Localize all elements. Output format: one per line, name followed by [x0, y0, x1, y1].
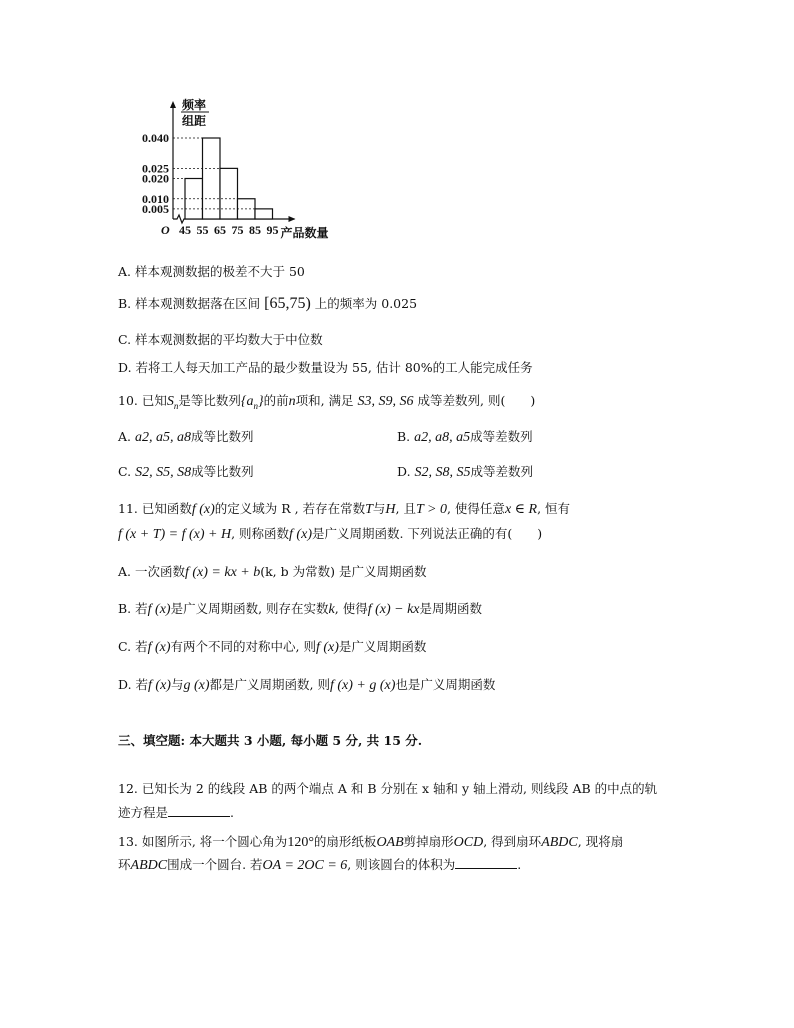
q11-l1-Tgt: T > 0: [416, 502, 447, 517]
y-tick-label-2: 0.020: [142, 171, 169, 186]
q13-l1-a: 13. 如图所示, 将一个圆心角为: [118, 834, 288, 849]
q11-l2-eq: f (x + T) = f (x) + H: [118, 527, 232, 542]
q11-b-a: B. 若: [118, 601, 148, 616]
q10-stem-mid: 是等比数列: [178, 393, 241, 408]
q9-option-b: [118, 296, 417, 312]
q10-option-b-text: 成等差数列: [470, 429, 533, 444]
q11-c-b: 有两个不同的对称中心, 则: [170, 639, 316, 654]
q12-line1: 12. 已知长为 2 的线段 AB 的两个端点 A 和 B 分别在 x 轴和 y 轴上滑动, 则线段 AB 的中点的轨: [118, 781, 658, 796]
q10-option-d: [397, 464, 533, 481]
q9-option-b-pre: B. 样本观测数据落在区间: [118, 296, 261, 311]
q11-b-b: 是广义周期函数, 则存在实数: [170, 601, 329, 616]
q11-b-fx: f (x): [147, 602, 171, 617]
bar-1: [203, 138, 221, 219]
q11-a-a: A. 一次函数: [118, 564, 185, 579]
q11-c-fx: f (x): [147, 640, 171, 655]
q11-l1-xinR: x ∈ R: [504, 502, 538, 517]
q11-l1-T: T: [365, 502, 373, 517]
y-tick-label-1: 0.025: [142, 161, 169, 176]
q11-l2-a: , 则称函数: [231, 526, 290, 541]
y-label-top: 频率: [182, 98, 207, 112]
q13-l1-b: 的扇形纸板: [313, 834, 377, 849]
q11-l2-fx: f (x): [289, 527, 312, 542]
q13-line1: [118, 834, 623, 851]
q13-l1-d: , 得到扇环: [483, 834, 542, 849]
q11-c-a: C. 若: [118, 639, 148, 654]
q11-d-c: 都是广义周期函数, 则: [209, 677, 330, 692]
q10-option-b: [397, 429, 533, 446]
q11-l1-H: H: [385, 502, 396, 517]
q12-line2: [118, 804, 234, 821]
y-axis-arrow-icon: [170, 101, 176, 108]
q10-option-c-label: C.: [118, 464, 132, 479]
q13-l1-angle: 120°: [287, 835, 314, 850]
q10-option-a-math: a2, a5, a8: [135, 430, 191, 445]
q9-interval: [65,75): [264, 295, 311, 312]
q11-c-fx2: f (x): [315, 640, 339, 655]
q10-option-d-math: S2, S8, S5: [414, 465, 471, 480]
q11-l1-d: , 且: [395, 501, 416, 516]
q10-seq: $\{a_n\}$: [240, 394, 264, 411]
q11-d-sum: f (x) + g (x): [329, 678, 396, 693]
q11-d-b: 与: [170, 677, 184, 692]
x-tick-label-5: 95: [266, 223, 279, 237]
q10-option-c: [118, 464, 254, 481]
q9-option-d: D. 若将工人每天加工产品的最少数量设为 55, 估计 80%的工人能完成任务: [118, 360, 533, 375]
q11-a-b: (k, b 为常数) 是广义周期函数: [260, 564, 427, 579]
q10-option-c-text: 成等比数列: [191, 464, 254, 479]
q13-l2-eq: OA = 2OC = 6: [262, 858, 348, 873]
q10-stem-list: S3, S9, S6: [357, 394, 414, 409]
q11-stem-line2: [118, 526, 542, 543]
q13-l2-ABDC: ABDC: [130, 858, 168, 873]
q10-stem-mid3: 项和, 满足: [295, 393, 354, 408]
x-axis-arrow-icon: [289, 216, 296, 222]
q10-option-c-math: S2, S5, S8: [135, 465, 192, 480]
q11-l1-c: 与: [372, 501, 386, 516]
q13-line2: [118, 856, 521, 874]
q11-d-d: 也是广义周期函数: [395, 677, 496, 692]
q13-answer-blank[interactable]: [455, 856, 517, 869]
q11-option-a: [118, 564, 426, 581]
bar-4: [255, 209, 273, 219]
section3-heading: 三、填空题: 本大题共 3 小题, 每小题 5 分, 共 15 分.: [118, 733, 423, 748]
q10-option-a-label: A.: [118, 429, 132, 444]
y-tick-label-0: 0.040: [142, 131, 169, 145]
histogram-chart: [115, 95, 345, 255]
q11-b-c: , 使得: [334, 601, 368, 616]
q11-a-eq: f (x) = kx + b: [184, 565, 261, 580]
q11-option-b: [118, 601, 482, 618]
q13-l1-e: , 现将扇: [577, 834, 624, 849]
q13-l1-OCD: OCD: [453, 835, 484, 850]
q13-l1-OAB: OAB: [376, 835, 404, 850]
q11-b-k: k: [328, 602, 335, 617]
x-tick-label-1: 55: [196, 223, 209, 237]
q13-l2-a: 环: [118, 857, 131, 872]
origin-label: O: [161, 223, 170, 237]
q10-option-a: [118, 429, 254, 446]
q12-l2-post: .: [230, 805, 234, 820]
x-tick-label-3: 75: [231, 223, 244, 237]
q11-d-a: D. 若: [118, 677, 149, 692]
q11-option-d: [118, 677, 495, 694]
q10-option-d-label: D.: [397, 464, 411, 479]
x-tick-label-0: 45: [179, 223, 191, 237]
q13-l1-c: 剪掉扇形: [403, 834, 454, 849]
q9-option-a: A. 样本观测数据的极差不大于 50: [118, 264, 305, 279]
q11-option-c: [118, 639, 426, 656]
q13-l1-ABDC: ABDC: [541, 835, 578, 850]
q10-stem: [118, 393, 535, 414]
q11-l1-f: , 恒有: [537, 501, 571, 516]
q11-l1-fx: f (x): [191, 502, 215, 517]
q10-sn: $S_n$: [166, 394, 179, 411]
bar-2: [220, 168, 238, 219]
q10-option-b-label: B.: [397, 429, 411, 444]
y-tick-label-4: 0.005: [142, 201, 169, 216]
q9-option-b-post: 上的频率为 0.025: [314, 296, 418, 311]
q13-l2-b: 围成一个圆台. 若: [167, 857, 263, 872]
q10-option-a-text: 成等比数列: [191, 429, 254, 444]
q11-stem-line1: [118, 501, 570, 518]
x-tick-label-4: 85: [249, 223, 261, 237]
q13-l2-c: , 则该圆台的体积为: [347, 857, 456, 872]
q10-option-b-math: a2, a8, a5: [414, 430, 471, 445]
q10-stem-post: 成等差数列, 则( ): [417, 393, 536, 408]
y-tick-label-3: 0.010: [142, 191, 169, 206]
q12-answer-blank[interactable]: [168, 804, 230, 817]
q11-l1-b: 的定义域为 R , 若存在常数: [214, 501, 366, 516]
q10-option-d-text: 成等差数列: [470, 464, 534, 479]
q9-option-c: C. 样本观测数据的平均数大于中位数: [118, 332, 323, 347]
q11-b-expr: f (x) − kx: [367, 602, 420, 617]
q13-l2-post: .: [517, 857, 522, 872]
q10-n: n: [288, 394, 296, 409]
x-axis-label: 产品数量: [280, 226, 329, 240]
q11-l2-b: 是广义周期函数. 下列说法正确的有( ): [311, 526, 543, 541]
q11-b-d: 是周期函数: [419, 601, 483, 616]
q10-stem-mid2: 的前: [263, 393, 289, 408]
q11-l1-a: 11. 已知函数: [118, 501, 192, 516]
q12-l2-pre: 迹方程是: [118, 805, 169, 820]
q11-l1-e: , 使得任意: [446, 501, 505, 516]
x-tick-label-2: 65: [214, 223, 226, 237]
q11-d-gx: g (x): [183, 678, 210, 693]
q10-stem-pre: 10. 已知: [118, 393, 167, 408]
y-label-bottom: 组距: [182, 114, 207, 128]
q11-d-fx: f (x): [148, 678, 171, 693]
q11-c-c: 是广义周期函数: [338, 639, 427, 654]
